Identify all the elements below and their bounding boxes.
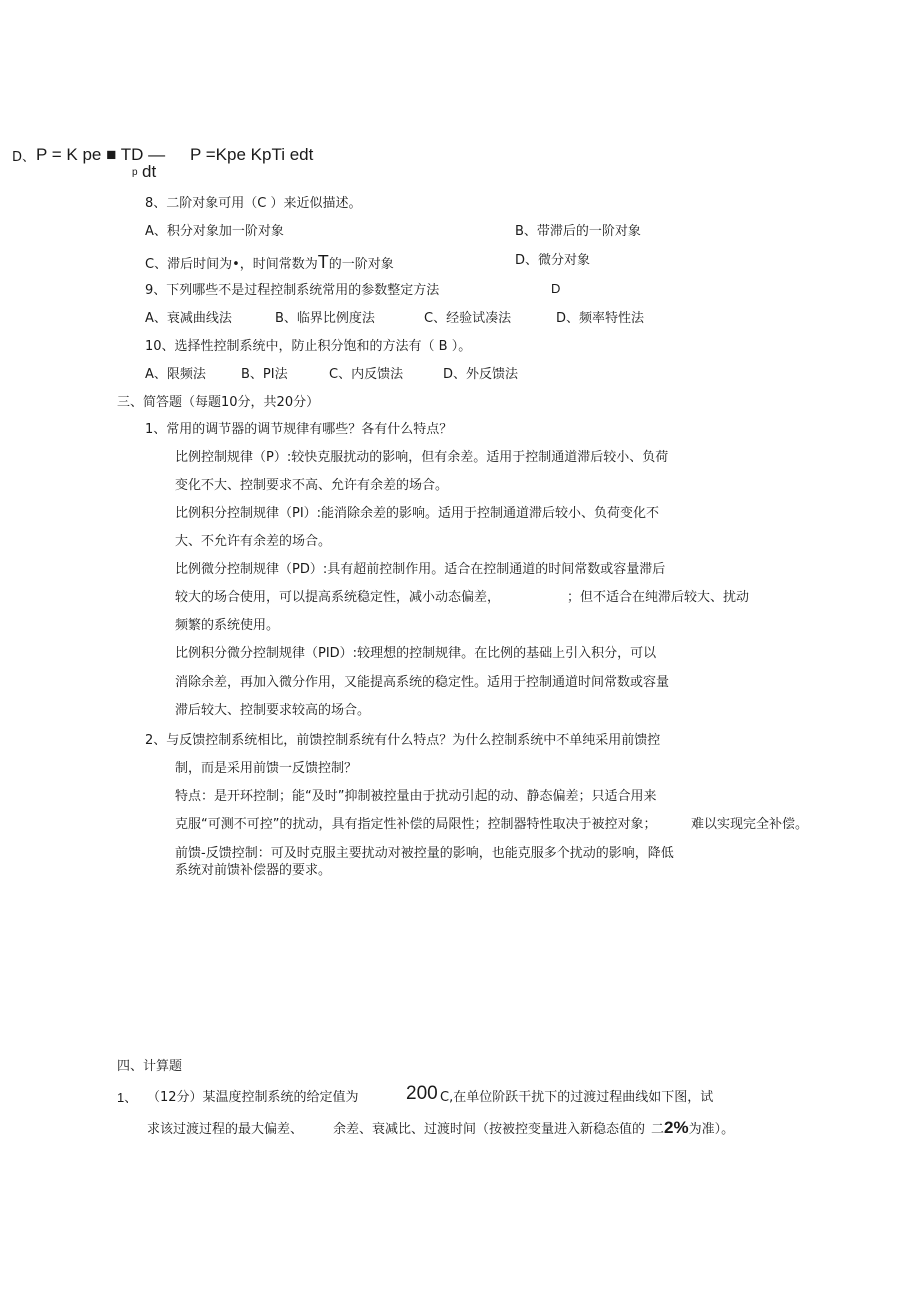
q9-answer: D xyxy=(551,281,561,296)
s3-q1-line: 比例积分微分控制规律（PID）:较理想的控制规律。在比例的基础上引入积分，可以 xyxy=(175,646,657,661)
s3-q1-line: 较大的场合使用，可以提高系统稳定性，减小动态偏差， xyxy=(175,590,501,605)
s4-q1-line2-d: 为准）。 xyxy=(688,1122,735,1137)
s3-q1-line: ；但不适合在纯滞后较大、扰动 xyxy=(567,590,750,605)
q9-option-b: B、临界比例度法 xyxy=(275,311,375,326)
s3-q1-line: 比例积分控制规律（PI）:能消除余差的影响。适用于控制通道滞后较小、负荷变化不 xyxy=(175,506,660,521)
s4-q1-line2-b: 余差、衰减比、过渡时间（按被控变量进入新稳态值的 xyxy=(333,1122,646,1137)
section3-title: 三、简答题（每题10分，共20分） xyxy=(117,395,320,410)
section4-title: 四、计算题 xyxy=(117,1059,183,1074)
s4-q1-num: 1、 xyxy=(117,1090,138,1105)
q9-question: 9、下列哪些不是过程控制系统常用的参数整定方法 xyxy=(145,283,440,298)
s4-q1-setpoint: 200 xyxy=(406,1083,438,1104)
s4-q1-line2 xyxy=(147,1119,734,1139)
q10-option-d: D、外反馈法 xyxy=(443,367,519,382)
s4-q1-text2: C,在单位阶跃干扰下的过渡过程曲线如下图，试 xyxy=(440,1090,714,1105)
s3-q1-line: 比例控制规律（P）:较快克服扰动的影响，但有余差。适用于控制通道滞后较小、负荷 xyxy=(175,450,669,465)
s4-q1-line2-c: 二 xyxy=(651,1122,665,1137)
q10-option-a: A、限频法 xyxy=(145,367,206,382)
s4-q1-percent: 2% xyxy=(664,1118,689,1137)
q9-option-a: A、衰减曲线法 xyxy=(145,311,232,326)
s4-q1-line2-a: 求该过渡过程的最大偏差、 xyxy=(147,1122,304,1137)
s3-q1-line: 比例微分控制规律（PD）:具有超前控制作用。适合在控制通道的时间常数或容量滞后 xyxy=(175,562,666,577)
s3-q1-line: 消除余差，再加入微分作用，又能提高系统的稳定性。适用于控制通道时间常数或容量 xyxy=(175,675,670,690)
q8-option-c xyxy=(145,253,394,274)
pd-formula: P = K pe ■ TD — xyxy=(36,145,166,164)
s3-q2-question-cont: 制，而是采用前馈一反馈控制？ xyxy=(175,761,358,776)
formula-dt: dt xyxy=(142,162,157,181)
s3-q1-line: 大、不允许有余差的场合。 xyxy=(175,534,332,549)
q10-option-b: B、PI法 xyxy=(241,367,288,382)
s3-q1-question: 1、常用的调节器的调节规律有哪些？各有什么特点？ xyxy=(145,422,453,437)
s3-q2-question: 2、与反馈控制系统相比，前馈控制系统有什么特点？为什么控制系统中不单纯采用前馈控 xyxy=(145,733,661,748)
option-d-label: D、 xyxy=(12,150,36,165)
q8-option-a: A、积分对象加一阶对象 xyxy=(145,224,284,239)
q9-option-d: D、频率特性法 xyxy=(556,311,645,326)
s3-q1-line: 变化不大、控制要求不高、允许有余差的场合。 xyxy=(175,478,449,493)
s3-q2-line: 难以实现完全补偿。 xyxy=(691,817,809,832)
q8-question: 8、二阶对象可用（C ）来近似描述。 xyxy=(145,196,362,211)
s3-q1-line: 滞后较大、控制要求较高的场合。 xyxy=(175,703,371,718)
q8-option-c-t: T xyxy=(317,252,329,272)
q8-option-b: B、带滞后的一阶对象 xyxy=(515,224,641,239)
q8-option-c-text: C、滞后时间为•，时间常数为 xyxy=(145,257,318,272)
s3-q2-line: 克服“可测不可控”的扰动，具有指定性补偿的局限性；控制器特性取决于被控对象； xyxy=(175,817,657,832)
q10-question: 10、选择性控制系统中，防止积分饱和的方法有（ B ）。 xyxy=(145,339,472,354)
s3-q1-line: 频繁的系统使用。 xyxy=(175,618,280,633)
q9-option-c: C、经验试凑法 xyxy=(424,311,512,326)
s3-q2-line: 特点：是开环控制；能“及时”抑制被控量由于扰动引起的动、静态偏差；只适合用来 xyxy=(175,789,657,804)
q10-option-c: C、内反馈法 xyxy=(329,367,404,382)
q8-option-d: D、微分对象 xyxy=(515,253,591,268)
pi-formula: P =Kpe KpTi edt xyxy=(190,145,314,164)
q8-option-c-text2: 的一阶对象 xyxy=(328,257,394,272)
s3-q2-line: 前馈-反馈控制：可及时克服主要扰动对被控量的影响，也能克服多个扰动的影响，降低 xyxy=(175,846,674,861)
formula-subscript: p xyxy=(132,167,138,178)
s4-q1-text: （12分）某温度控制系统的给定值为 xyxy=(147,1090,359,1105)
s3-q2-line: 系统对前馈补偿器的要求。 xyxy=(175,863,332,878)
